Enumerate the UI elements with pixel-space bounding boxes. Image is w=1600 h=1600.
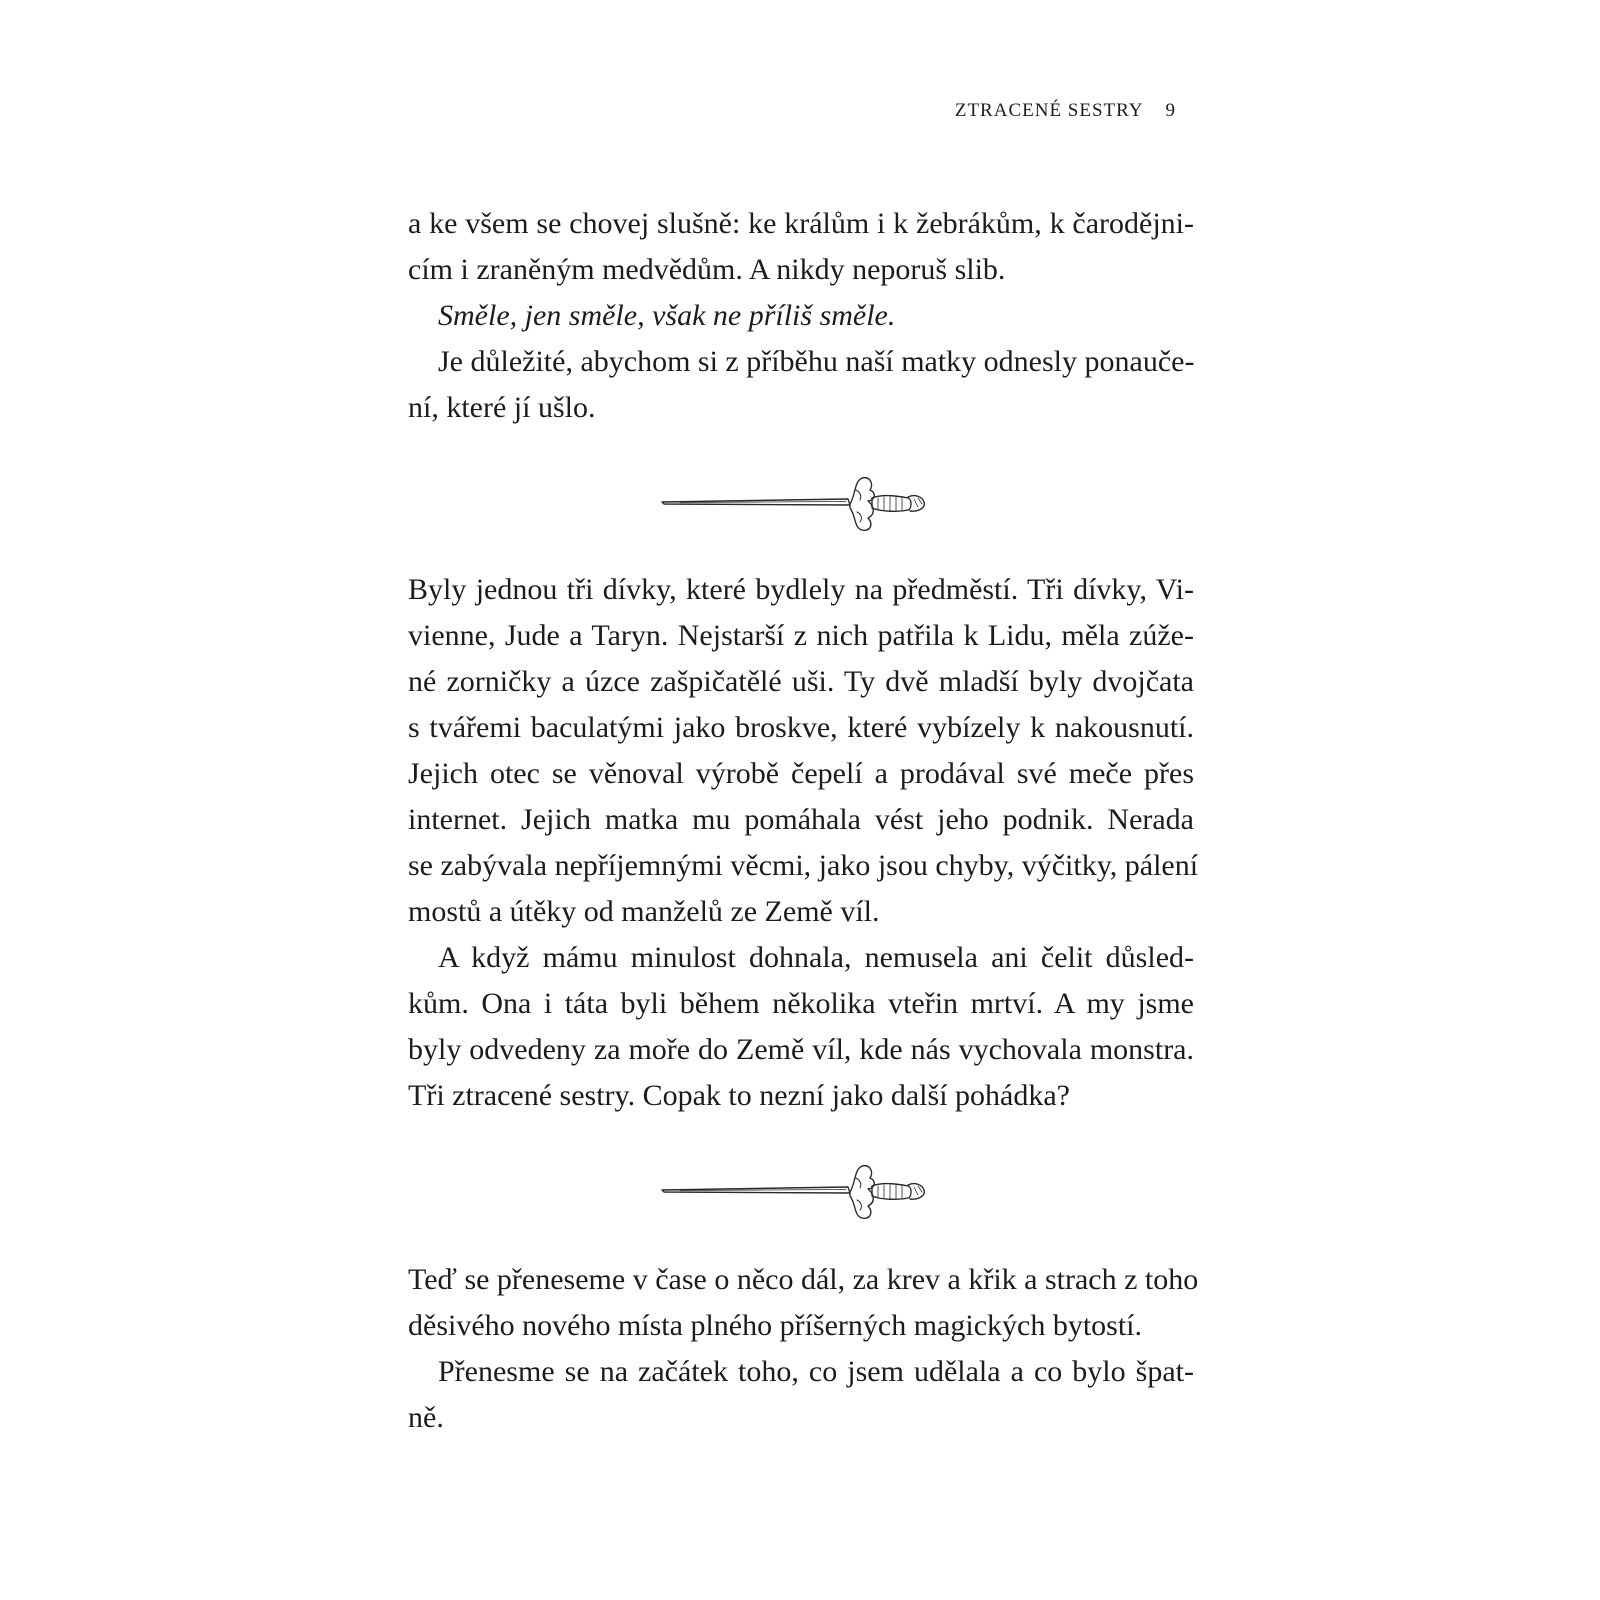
- text-line: se zabývala nepříjemnými věcmi, jako jsou chyby, výčitky, pálení: [408, 849, 1199, 882]
- text-block-3: [408, 1257, 1199, 1441]
- text-line: ně.: [408, 1401, 444, 1434]
- text-line: Je důležité, abychom si z příběhu naší matky odnesly ponauče-: [438, 345, 1195, 378]
- text-line: né zorničky a úzce zašpičatělé uši. Ty dvě mladší byly dvojčata: [408, 665, 1194, 698]
- text-line: Přenesme se na začátek toho, co jsem udělala a co bylo špat-: [438, 1355, 1194, 1388]
- text-line: děsivého nového místa plného příšerných magických bytostí.: [408, 1309, 1143, 1342]
- text-line: Teď se přeneseme v čase o něco dál, za krev a křik a strach z toho: [408, 1263, 1199, 1296]
- text-line: A když mámu minulost dohnala, nemusela ani čelit důsled-: [438, 941, 1194, 974]
- text-line: Jejich otec se věnoval výrobě čepelí a prodával své meče přes: [408, 757, 1194, 790]
- text-line: kům. Ona i táta byli během několika vteřin mrtví. A my jsme: [408, 987, 1194, 1020]
- text-line: a ke všem se chovej slušně: ke králům i k žebrákům, k čarodějni-: [408, 207, 1194, 240]
- text-block-2: [408, 567, 1199, 1119]
- text-line: Tři ztracené sestry. Copak to nezní jako další pohádka?: [408, 1079, 1070, 1112]
- running-title: ZTRACENÉ SESTRY: [954, 100, 1144, 121]
- text-line: internet. Jejich matka mu pomáhala vést jeho podnik. Nerada: [408, 803, 1194, 836]
- italic-line: Směle, jen směle, však ne příliš směle.: [438, 299, 896, 332]
- text-line: byly odvedeny za moře do Země víl, kde nás vychovala monstra.: [408, 1033, 1194, 1066]
- dagger-icon: [660, 468, 940, 538]
- dagger-icon: [660, 1156, 940, 1226]
- text-line: Byly jednou tři dívky, které bydlely na předměstí. Tři dívky, Vi-: [408, 573, 1194, 606]
- page-number: 9: [1165, 100, 1176, 121]
- text-line: cím i zraněným medvědům. A nikdy neporuš slib.: [408, 253, 1006, 286]
- text-line: mostů a útěky od manželů ze Země víl.: [408, 895, 880, 928]
- text-line: ní, které jí ušlo.: [408, 391, 596, 424]
- running-head: [955, 100, 1176, 122]
- text-line: s tvářemi baculatými jako broskve, které vybízely k nakousnutí.: [408, 711, 1194, 744]
- text-line: vienne, Jude a Taryn. Nejstarší z nich patřila k Lidu, měla zúže-: [408, 619, 1194, 652]
- text-block-1: [408, 201, 1194, 431]
